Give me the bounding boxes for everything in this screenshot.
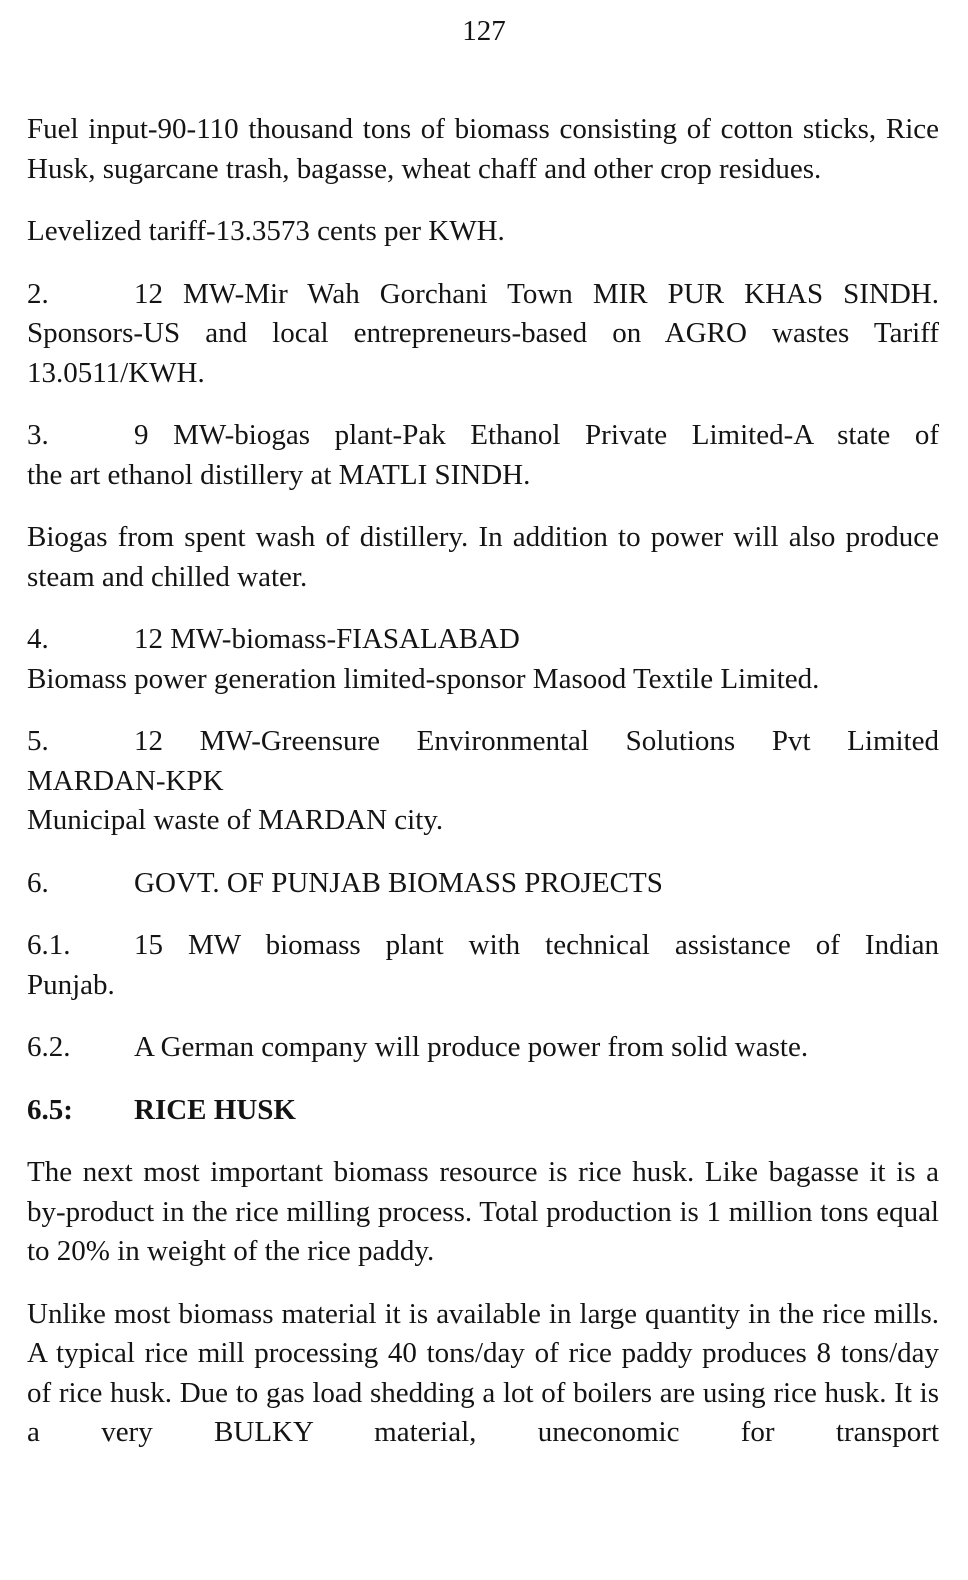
list-item-2 bbox=[27, 275, 939, 394]
item-continuation: Biomass power generation limited-sponsor Masood Textile Limited. bbox=[27, 662, 820, 695]
list-item-5 bbox=[27, 722, 939, 841]
section-heading bbox=[27, 1091, 939, 1131]
item-first-line: GOVT. OF PUNJAB BIOMASS PROJECTS bbox=[134, 866, 663, 899]
tariff-paragraph: Levelized tariff-13.3573 cents per KWH. bbox=[27, 215, 505, 247]
page-content bbox=[27, 110, 939, 1476]
item-first-line: 12 MW-Greensure Environmental Solutions Pvt Limited bbox=[134, 725, 939, 757]
list-item-6-2 bbox=[27, 1028, 939, 1068]
item-first-line: 15 MW biomass plant with technical assistance of Indian bbox=[134, 929, 939, 961]
biogas-note-paragraph: Biogas from spent wash of distillery. In addition to power will also produce steam and chilled water. bbox=[27, 521, 939, 593]
item-continuation: the art ethanol distillery at MATLI SINDH. bbox=[27, 458, 531, 491]
item-first-line: 12 MW-Mir Wah Gorchani Town MIR PUR KHAS SINDH. bbox=[134, 277, 939, 310]
item-first-line: 9 MW-biogas plant-Pak Ethanol Private Limited-A state of bbox=[134, 419, 939, 451]
section-title: RICE HUSK bbox=[134, 1093, 296, 1126]
item-continuation: Punjab. bbox=[27, 968, 115, 1001]
item-number: 4. bbox=[27, 623, 49, 655]
item-number: 5. bbox=[27, 725, 49, 757]
list-item-6-1 bbox=[27, 926, 939, 1005]
fuel-input-paragraph: Fuel input-90-110 thousand tons of biomass consisting of cotton sticks, Rice Husk, sugarcane trash, bagasse, wheat chaff and other crop residues. bbox=[27, 113, 939, 185]
item-number: 6.2. bbox=[27, 1031, 71, 1063]
rice-husk-paragraph-1: The next most important biomass resource is rice husk. Like bagasse it is a by-product in the rice milling process. Total production is 1 million tons equal to 20% in weight of the rice paddy. bbox=[27, 1156, 939, 1267]
item-number: 6. bbox=[27, 866, 49, 899]
item-continuation: Sponsors-US and local entrepreneurs-based on AGRO wastes Tariff 13.0511/KWH. bbox=[27, 317, 939, 389]
item-continuation: Municipal waste of MARDAN city. bbox=[27, 804, 444, 836]
item-first-line: A German company will produce power from solid waste. bbox=[134, 1031, 809, 1063]
page-number: 127 bbox=[462, 15, 506, 47]
item-number: 6.1. bbox=[27, 929, 71, 961]
rice-husk-paragraph-2: Unlike most biomass material it is available in large quantity in the rice mills. A typical rice mill processing 40 tons/day of rice paddy produces 8 tons/day of rice husk. Due to gas load shedding a lot of boilers are using rice husk. It is a very BULKY material, uneconomic for transport bbox=[27, 1297, 939, 1448]
list-item-3 bbox=[27, 416, 939, 495]
item-number: 2. bbox=[27, 277, 49, 310]
list-item-4 bbox=[27, 620, 939, 699]
item-number: 3. bbox=[27, 419, 49, 451]
item-first-line: 12 MW-biomass-FIASALABAD bbox=[134, 623, 520, 655]
section-number: 6.5: bbox=[27, 1093, 73, 1126]
item-continuation: MARDAN-KPK bbox=[27, 764, 224, 797]
list-item-6 bbox=[27, 864, 939, 904]
